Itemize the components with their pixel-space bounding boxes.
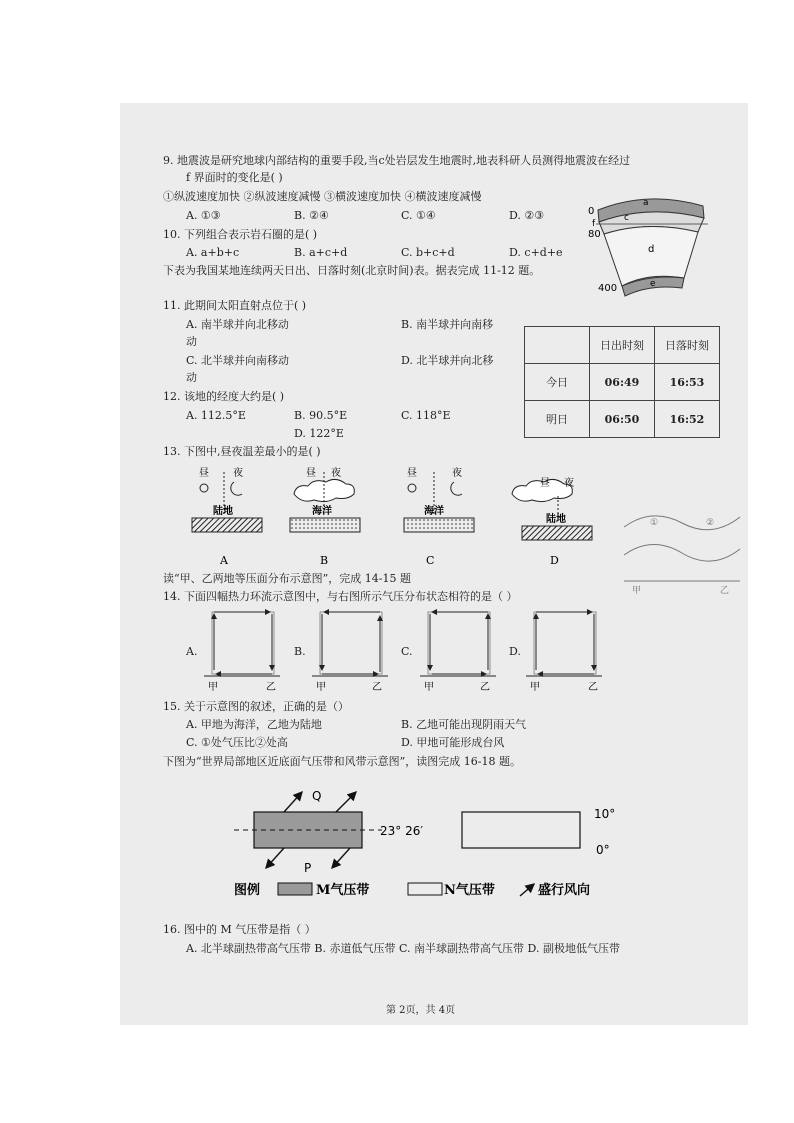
table-row-today-label: 今日 [525, 364, 590, 401]
q11-option-a: A. 南半球并向北移动 [186, 318, 289, 331]
d-label: D [550, 554, 559, 567]
circulation-d [526, 612, 602, 693]
q9-stem-line1: 9. 地震波是研究地球内部结构的重要手段,当c处岩层发生地震时,地表科研人员测得地震波在经过 [163, 154, 631, 167]
q15-option-d: D. 甲地可能形成台风 [401, 736, 505, 749]
belt-0-degree: 0° [596, 843, 610, 857]
q9-stem-line2: f 界面时的变化是( ) [186, 171, 283, 184]
isobar-jia: 甲 [632, 586, 642, 596]
q14-option-b-label: B. [294, 645, 306, 658]
belt-label-q: Q [312, 789, 322, 803]
earth-label-80: 80 [588, 229, 601, 240]
circulation-c [420, 612, 496, 693]
q15-stem: 15. 关于示意图的叙述，正确的是（） [163, 700, 349, 713]
q12-option-a: A. 112.5°E [186, 409, 246, 422]
q14-stem: 14. 下面四幅热力环流示意图中，与右图所示气压分布状态相符的是（ ） [163, 590, 518, 603]
q14-option-c-label: C. [401, 645, 413, 658]
earth-label-c: c [624, 213, 629, 223]
q15-option-a: A. 甲地为海洋，乙地为陆地 [186, 718, 322, 731]
earth-label-400: 400 [598, 283, 618, 294]
b-jia: 甲 [316, 682, 326, 693]
belt-10-degree: 10° [594, 807, 616, 821]
table-header-sunset: 日落时刻 [655, 327, 720, 364]
q11-option-b: B. 南半球并向南移 [401, 318, 494, 331]
circulation-a [204, 612, 280, 693]
q9-option-b: B. ②④ [294, 209, 329, 222]
b-label: B [320, 554, 329, 567]
q10-option-c: C. b+c+d [401, 246, 455, 259]
q9-option-d: D. ②③ [509, 209, 545, 222]
legend-label: 图例 [234, 883, 261, 898]
a-label: A [220, 554, 228, 567]
q10-option-b: B. a+c+d [294, 246, 348, 259]
table-row-tomorrow-label: 明日 [525, 401, 590, 438]
q16-stem: 16. 图中的 M 气压带是指（ ） [163, 923, 316, 936]
q10-option-a: A. a+b+c [186, 246, 240, 259]
earth-label-f: f [592, 219, 596, 229]
q12-option-d: D. 122°E [294, 427, 344, 440]
d-day-label: 昼 [540, 478, 550, 489]
diagram-b [290, 466, 360, 567]
belt-label-p: P [304, 861, 312, 875]
intro-11-12: 下表为我国某地连续两天日出、日落时刻(北京时间)表。据表完成 11-12 题。 [163, 264, 541, 277]
d-yi: 乙 [588, 682, 598, 693]
c-jia: 甲 [424, 682, 434, 693]
isobar-point-1: ① [650, 518, 659, 528]
q11-option-c: C. 北半球并向南移动 [186, 354, 290, 367]
isobar-yi: 乙 [720, 586, 730, 596]
wind-arrow-icon [520, 884, 534, 896]
table-header-sunrise: 日出时刻 [590, 327, 655, 364]
b-day-label: 昼 [306, 468, 316, 479]
q15-option-c: C. ①处气压比②处高 [186, 736, 288, 749]
c-sea-label: 海洋 [424, 506, 444, 517]
q16-options: A. 北半球副热带高气压带 B. 赤道低气压带 C. 南半球副热带高气压带 D. 副极地低气压带 [186, 942, 620, 955]
a-yi: 乙 [266, 682, 276, 693]
q13-stem: 13. 下图中,昼夜温差最小的是( ) [163, 445, 321, 458]
q9-options-line: ①纵波速度加快 ②纵波速度减慢 ③横波速度加快 ④横波速度减慢 [163, 190, 482, 203]
earth-label-d: d [648, 244, 655, 255]
table-tomorrow-sunset: 16:52 [655, 401, 720, 438]
earth-label-0: 0 [588, 206, 595, 217]
q12-stem: 12. 该地的经度大约是( ) [163, 390, 285, 403]
circulation-b [312, 612, 388, 693]
earth-label-a: a [643, 198, 649, 208]
q12-option-c: C. 118°E [401, 409, 451, 422]
isobar-point-2: ② [706, 518, 715, 528]
isobar-diagram [622, 505, 742, 597]
table-corner-cell [525, 327, 590, 364]
q14-option-d-label: D. [509, 645, 521, 658]
q11-stem: 11. 此期间太阳直射点位于( ) [163, 299, 307, 312]
c-night-label: 夜 [452, 468, 462, 479]
diagram-d [512, 476, 592, 567]
legend-m-label: M气压带 [316, 883, 370, 898]
page-footer: 第 2页，共 4页 [386, 1005, 456, 1016]
intro-16-18: 下图为“世界局部地区近底面气压带和风带示意图”，读图完成 16-18 题。 [163, 755, 521, 768]
intro-14-15: 读“甲、乙两地等压面分布示意图”，完成 14-15 题 [163, 572, 411, 585]
pressure-belt-diagram [222, 788, 632, 906]
b-night-label: 夜 [331, 468, 341, 479]
q15-option-b: B. 乙地可能出现阴雨天气 [401, 718, 527, 731]
c-yi: 乙 [480, 682, 490, 693]
c-day-label: 昼 [407, 468, 417, 479]
legend-n-label: N气压带 [444, 883, 495, 898]
q10-stem: 10. 下列组合表示岩石圈的是( ) [163, 228, 318, 241]
circulation-diagrams [200, 604, 610, 696]
b-sea-label: 海洋 [312, 506, 332, 517]
d-night-label: 夜 [564, 478, 574, 489]
a-land-label: 陆地 [213, 506, 233, 517]
belt-latitude-label: 23° 26′ [380, 824, 424, 838]
q11-option-a-wrap: 动 [186, 335, 197, 348]
q9-option-c: C. ①④ [401, 209, 436, 222]
q9-option-a: A. ①③ [186, 209, 221, 222]
diagram-a [192, 466, 262, 567]
day-night-diagram [186, 466, 596, 571]
diagram-c [404, 466, 474, 567]
a-night-label: 夜 [233, 468, 243, 479]
a-day-label: 昼 [199, 468, 209, 479]
q11-option-d: D. 北半球并向北移 [401, 354, 494, 367]
q12-option-b: B. 90.5°E [294, 409, 348, 422]
table-tomorrow-sunrise: 06:50 [590, 401, 655, 438]
sunrise-sunset-table [524, 326, 720, 438]
q14-option-a-label: A. [186, 645, 198, 658]
legend-wind-label: 盛行风向 [538, 883, 591, 898]
d-land-label: 陆地 [546, 514, 566, 525]
q10-option-d: D. c+d+e [509, 246, 563, 259]
b-yi: 乙 [372, 682, 382, 693]
table-today-sunrise: 06:49 [590, 364, 655, 401]
table-today-sunset: 16:53 [655, 364, 720, 401]
q11-option-c-wrap: 动 [186, 371, 197, 384]
d-jia: 甲 [530, 682, 540, 693]
earth-interior-diagram [588, 190, 713, 300]
earth-label-e: e [650, 279, 656, 289]
a-jia: 甲 [208, 682, 218, 693]
c-label: C [426, 554, 435, 567]
